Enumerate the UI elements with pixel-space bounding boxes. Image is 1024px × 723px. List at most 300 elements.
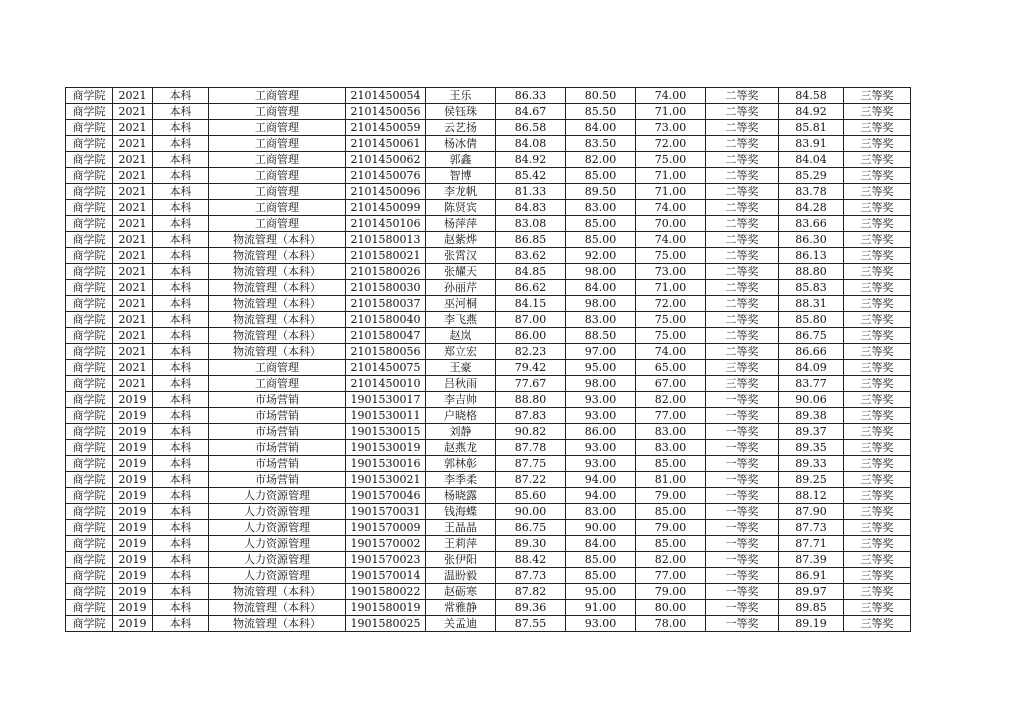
cell-name: 李龙帆	[426, 184, 496, 200]
cell-major: 工商管理	[209, 376, 346, 392]
cell-student-id: 1901570002	[346, 536, 426, 552]
cell-grade: 2021	[113, 168, 153, 184]
cell-level: 本科	[153, 232, 209, 248]
cell-score-1: 84.15	[496, 296, 566, 312]
cell-score-2: 98.00	[566, 296, 636, 312]
cell-award-2: 三等奖	[844, 120, 911, 136]
cell-name: 钱海蝶	[426, 504, 496, 520]
cell-level: 本科	[153, 88, 209, 104]
cell-score-2: 83.00	[566, 504, 636, 520]
cell-college: 商学院	[66, 280, 113, 296]
cell-score-2: 94.00	[566, 488, 636, 504]
cell-score-3: 71.00	[636, 104, 706, 120]
cell-level: 本科	[153, 360, 209, 376]
cell-student-id: 2101450062	[346, 152, 426, 168]
cell-total-score: 88.80	[779, 264, 844, 280]
cell-score-1: 85.60	[496, 488, 566, 504]
cell-student-id: 1901580025	[346, 616, 426, 632]
cell-award-1: 二等奖	[706, 216, 779, 232]
cell-college: 商学院	[66, 520, 113, 536]
cell-score-1: 84.85	[496, 264, 566, 280]
cell-total-score: 87.90	[779, 504, 844, 520]
cell-award-2: 三等奖	[844, 552, 911, 568]
cell-award-1: 二等奖	[706, 328, 779, 344]
cell-name: 孙丽芹	[426, 280, 496, 296]
cell-score-1: 88.80	[496, 392, 566, 408]
cell-score-2: 93.00	[566, 616, 636, 632]
cell-level: 本科	[153, 104, 209, 120]
cell-award-1: 一等奖	[706, 488, 779, 504]
cell-score-2: 95.00	[566, 360, 636, 376]
cell-college: 商学院	[66, 136, 113, 152]
cell-student-id: 2101450056	[346, 104, 426, 120]
cell-grade: 2019	[113, 440, 153, 456]
cell-grade: 2019	[113, 392, 153, 408]
table-row	[66, 104, 911, 120]
cell-college: 商学院	[66, 216, 113, 232]
cell-grade: 2021	[113, 344, 153, 360]
cell-student-id: 1901530021	[346, 472, 426, 488]
cell-level: 本科	[153, 312, 209, 328]
cell-grade: 2021	[113, 88, 153, 104]
cell-name: 王晶晶	[426, 520, 496, 536]
table-row	[66, 376, 911, 392]
cell-score-2: 93.00	[566, 440, 636, 456]
cell-college: 商学院	[66, 184, 113, 200]
cell-grade: 2021	[113, 280, 153, 296]
cell-college: 商学院	[66, 552, 113, 568]
cell-score-3: 77.00	[636, 408, 706, 424]
cell-score-3: 71.00	[636, 184, 706, 200]
table-row	[66, 440, 911, 456]
cell-award-2: 三等奖	[844, 136, 911, 152]
cell-award-2: 三等奖	[844, 504, 911, 520]
cell-grade: 2021	[113, 232, 153, 248]
cell-score-3: 83.00	[636, 424, 706, 440]
table-row	[66, 616, 911, 632]
cell-student-id: 1901570046	[346, 488, 426, 504]
cell-award-2: 三等奖	[844, 280, 911, 296]
cell-score-3: 75.00	[636, 248, 706, 264]
cell-award-1: 二等奖	[706, 88, 779, 104]
cell-name: 赵砺寒	[426, 584, 496, 600]
cell-total-score: 86.13	[779, 248, 844, 264]
cell-name: 智博	[426, 168, 496, 184]
cell-major: 工商管理	[209, 168, 346, 184]
cell-score-1: 83.08	[496, 216, 566, 232]
cell-student-id: 1901530015	[346, 424, 426, 440]
cell-score-2: 84.00	[566, 120, 636, 136]
cell-award-2: 三等奖	[844, 344, 911, 360]
cell-score-3: 75.00	[636, 328, 706, 344]
cell-total-score: 83.91	[779, 136, 844, 152]
cell-level: 本科	[153, 168, 209, 184]
table-row	[66, 568, 911, 584]
cell-score-2: 92.00	[566, 248, 636, 264]
cell-score-2: 86.00	[566, 424, 636, 440]
cell-score-3: 80.00	[636, 600, 706, 616]
cell-total-score: 88.31	[779, 296, 844, 312]
cell-score-1: 86.62	[496, 280, 566, 296]
cell-score-2: 85.00	[566, 216, 636, 232]
cell-student-id: 2101450061	[346, 136, 426, 152]
cell-award-2: 三等奖	[844, 600, 911, 616]
cell-grade: 2019	[113, 424, 153, 440]
cell-score-3: 77.00	[636, 568, 706, 584]
cell-award-1: 三等奖	[706, 360, 779, 376]
cell-level: 本科	[153, 408, 209, 424]
cell-score-3: 65.00	[636, 360, 706, 376]
table-row	[66, 264, 911, 280]
cell-student-id: 2101450010	[346, 376, 426, 392]
cell-grade: 2019	[113, 616, 153, 632]
cell-award-1: 二等奖	[706, 200, 779, 216]
cell-student-id: 1901570023	[346, 552, 426, 568]
cell-award-2: 三等奖	[844, 88, 911, 104]
cell-student-id: 2101580056	[346, 344, 426, 360]
cell-college: 商学院	[66, 568, 113, 584]
cell-total-score: 84.28	[779, 200, 844, 216]
table-row	[66, 472, 911, 488]
cell-major: 物流管理（本科）	[209, 232, 346, 248]
cell-major: 物流管理（本科）	[209, 312, 346, 328]
cell-name: 陈贤宾	[426, 200, 496, 216]
cell-name: 侯钰珠	[426, 104, 496, 120]
cell-award-2: 三等奖	[844, 456, 911, 472]
cell-student-id: 1901530016	[346, 456, 426, 472]
cell-score-2: 85.00	[566, 168, 636, 184]
cell-level: 本科	[153, 552, 209, 568]
cell-college: 商学院	[66, 264, 113, 280]
cell-level: 本科	[153, 424, 209, 440]
cell-score-1: 84.67	[496, 104, 566, 120]
cell-score-1: 86.75	[496, 520, 566, 536]
cell-college: 商学院	[66, 408, 113, 424]
cell-score-3: 75.00	[636, 312, 706, 328]
cell-level: 本科	[153, 536, 209, 552]
cell-award-1: 一等奖	[706, 472, 779, 488]
cell-award-1: 二等奖	[706, 120, 779, 136]
cell-award-1: 一等奖	[706, 584, 779, 600]
cell-score-2: 84.00	[566, 536, 636, 552]
cell-score-1: 77.67	[496, 376, 566, 392]
cell-major: 物流管理（本科）	[209, 328, 346, 344]
cell-level: 本科	[153, 568, 209, 584]
cell-major: 工商管理	[209, 200, 346, 216]
cell-student-id: 2101450099	[346, 200, 426, 216]
table-row	[66, 248, 911, 264]
cell-college: 商学院	[66, 360, 113, 376]
cell-score-2: 85.00	[566, 568, 636, 584]
cell-score-3: 82.00	[636, 392, 706, 408]
cell-award-2: 三等奖	[844, 152, 911, 168]
cell-major: 人力资源管理	[209, 552, 346, 568]
cell-name: 杨冰倩	[426, 136, 496, 152]
cell-score-3: 81.00	[636, 472, 706, 488]
cell-score-3: 85.00	[636, 456, 706, 472]
cell-college: 商学院	[66, 248, 113, 264]
cell-score-1: 87.73	[496, 568, 566, 584]
cell-grade: 2019	[113, 584, 153, 600]
cell-name: 李飞燕	[426, 312, 496, 328]
cell-score-3: 74.00	[636, 200, 706, 216]
cell-college: 商学院	[66, 104, 113, 120]
cell-grade: 2019	[113, 472, 153, 488]
cell-level: 本科	[153, 136, 209, 152]
scholarship-table	[65, 87, 911, 632]
cell-level: 本科	[153, 520, 209, 536]
table-row	[66, 152, 911, 168]
cell-score-1: 86.00	[496, 328, 566, 344]
cell-student-id: 2101450075	[346, 360, 426, 376]
cell-major: 市场营销	[209, 424, 346, 440]
cell-level: 本科	[153, 440, 209, 456]
cell-score-1: 87.75	[496, 456, 566, 472]
cell-total-score: 83.66	[779, 216, 844, 232]
cell-student-id: 2101450059	[346, 120, 426, 136]
cell-major: 人力资源管理	[209, 488, 346, 504]
cell-major: 市场营销	[209, 408, 346, 424]
cell-college: 商学院	[66, 328, 113, 344]
cell-major: 市场营销	[209, 472, 346, 488]
cell-score-3: 72.00	[636, 136, 706, 152]
cell-award-1: 二等奖	[706, 136, 779, 152]
cell-name: 赵紫烨	[426, 232, 496, 248]
cell-level: 本科	[153, 152, 209, 168]
cell-student-id: 1901580019	[346, 600, 426, 616]
cell-award-2: 三等奖	[844, 232, 911, 248]
cell-score-3: 78.00	[636, 616, 706, 632]
cell-score-1: 86.58	[496, 120, 566, 136]
table-row	[66, 216, 911, 232]
cell-score-1: 88.42	[496, 552, 566, 568]
cell-score-2: 84.00	[566, 280, 636, 296]
cell-level: 本科	[153, 616, 209, 632]
cell-total-score: 87.73	[779, 520, 844, 536]
cell-major: 市场营销	[209, 392, 346, 408]
cell-grade: 2019	[113, 568, 153, 584]
cell-score-3: 73.00	[636, 120, 706, 136]
cell-award-2: 三等奖	[844, 536, 911, 552]
cell-total-score: 89.38	[779, 408, 844, 424]
cell-student-id: 1901530019	[346, 440, 426, 456]
cell-grade: 2021	[113, 152, 153, 168]
cell-college: 商学院	[66, 456, 113, 472]
table-row	[66, 456, 911, 472]
cell-major: 工商管理	[209, 184, 346, 200]
table-row	[66, 424, 911, 440]
cell-award-2: 三等奖	[844, 168, 911, 184]
table-row	[66, 552, 911, 568]
cell-score-2: 98.00	[566, 376, 636, 392]
cell-level: 本科	[153, 472, 209, 488]
cell-award-2: 三等奖	[844, 616, 911, 632]
cell-name: 王乐	[426, 88, 496, 104]
table-row	[66, 328, 911, 344]
cell-award-2: 三等奖	[844, 424, 911, 440]
cell-award-2: 三等奖	[844, 440, 911, 456]
cell-major: 市场营销	[209, 456, 346, 472]
cell-award-1: 三等奖	[706, 376, 779, 392]
cell-score-3: 74.00	[636, 88, 706, 104]
cell-student-id: 1901530011	[346, 408, 426, 424]
cell-total-score: 85.81	[779, 120, 844, 136]
cell-score-3: 74.00	[636, 344, 706, 360]
cell-level: 本科	[153, 296, 209, 312]
cell-student-id: 2101450096	[346, 184, 426, 200]
table-row	[66, 296, 911, 312]
cell-award-1: 一等奖	[706, 600, 779, 616]
cell-college: 商学院	[66, 584, 113, 600]
cell-award-2: 三等奖	[844, 376, 911, 392]
cell-level: 本科	[153, 456, 209, 472]
table-row	[66, 488, 911, 504]
cell-score-1: 89.30	[496, 536, 566, 552]
cell-name: 杨晓露	[426, 488, 496, 504]
cell-name: 赵燕龙	[426, 440, 496, 456]
cell-college: 商学院	[66, 152, 113, 168]
cell-college: 商学院	[66, 344, 113, 360]
cell-grade: 2021	[113, 360, 153, 376]
cell-level: 本科	[153, 184, 209, 200]
cell-name: 赵岚	[426, 328, 496, 344]
cell-student-id: 2101580026	[346, 264, 426, 280]
cell-score-3: 74.00	[636, 232, 706, 248]
cell-major: 物流管理（本科）	[209, 600, 346, 616]
cell-name: 张霄汉	[426, 248, 496, 264]
cell-score-3: 71.00	[636, 168, 706, 184]
cell-level: 本科	[153, 248, 209, 264]
cell-major: 工商管理	[209, 136, 346, 152]
table-row	[66, 408, 911, 424]
cell-major: 工商管理	[209, 104, 346, 120]
cell-score-1: 84.92	[496, 152, 566, 168]
cell-grade: 2021	[113, 376, 153, 392]
cell-major: 物流管理（本科）	[209, 344, 346, 360]
cell-award-2: 三等奖	[844, 584, 911, 600]
table-row	[66, 504, 911, 520]
cell-score-1: 85.42	[496, 168, 566, 184]
cell-award-1: 一等奖	[706, 504, 779, 520]
cell-college: 商学院	[66, 200, 113, 216]
cell-award-2: 三等奖	[844, 104, 911, 120]
cell-grade: 2021	[113, 248, 153, 264]
cell-college: 商学院	[66, 600, 113, 616]
cell-total-score: 87.71	[779, 536, 844, 552]
cell-name: 杨萍萍	[426, 216, 496, 232]
cell-student-id: 2101450106	[346, 216, 426, 232]
cell-name: 巫河桐	[426, 296, 496, 312]
cell-level: 本科	[153, 392, 209, 408]
cell-score-1: 83.62	[496, 248, 566, 264]
cell-score-3: 75.00	[636, 152, 706, 168]
cell-award-1: 一等奖	[706, 552, 779, 568]
cell-score-3: 83.00	[636, 440, 706, 456]
cell-score-1: 84.08	[496, 136, 566, 152]
cell-grade: 2021	[113, 264, 153, 280]
table-row	[66, 392, 911, 408]
cell-grade: 2019	[113, 456, 153, 472]
cell-score-3: 79.00	[636, 488, 706, 504]
cell-name: 李吉帅	[426, 392, 496, 408]
cell-major: 人力资源管理	[209, 536, 346, 552]
cell-award-1: 二等奖	[706, 248, 779, 264]
cell-grade: 2021	[113, 296, 153, 312]
cell-name: 郑立宏	[426, 344, 496, 360]
cell-award-1: 二等奖	[706, 264, 779, 280]
cell-grade: 2019	[113, 520, 153, 536]
table-row	[66, 120, 911, 136]
cell-student-id: 1901570031	[346, 504, 426, 520]
cell-score-2: 83.50	[566, 136, 636, 152]
cell-award-1: 一等奖	[706, 616, 779, 632]
cell-award-2: 三等奖	[844, 328, 911, 344]
cell-level: 本科	[153, 120, 209, 136]
cell-name: 刘静	[426, 424, 496, 440]
table-row	[66, 168, 911, 184]
cell-student-id: 2101450054	[346, 88, 426, 104]
cell-total-score: 84.09	[779, 360, 844, 376]
cell-total-score: 85.83	[779, 280, 844, 296]
cell-college: 商学院	[66, 472, 113, 488]
cell-award-1: 一等奖	[706, 440, 779, 456]
cell-total-score: 89.35	[779, 440, 844, 456]
cell-grade: 2021	[113, 184, 153, 200]
table-row	[66, 184, 911, 200]
cell-major: 工商管理	[209, 152, 346, 168]
cell-award-1: 一等奖	[706, 408, 779, 424]
cell-score-3: 79.00	[636, 520, 706, 536]
cell-level: 本科	[153, 264, 209, 280]
cell-score-2: 91.00	[566, 600, 636, 616]
cell-college: 商学院	[66, 536, 113, 552]
cell-score-2: 83.00	[566, 312, 636, 328]
cell-score-3: 85.00	[636, 504, 706, 520]
cell-score-1: 87.82	[496, 584, 566, 600]
cell-grade: 2021	[113, 216, 153, 232]
table-row	[66, 600, 911, 616]
cell-student-id: 2101580037	[346, 296, 426, 312]
cell-grade: 2021	[113, 104, 153, 120]
cell-total-score: 84.04	[779, 152, 844, 168]
cell-total-score: 86.75	[779, 328, 844, 344]
cell-score-3: 73.00	[636, 264, 706, 280]
cell-score-2: 95.00	[566, 584, 636, 600]
cell-score-1: 79.42	[496, 360, 566, 376]
cell-award-1: 二等奖	[706, 184, 779, 200]
cell-total-score: 86.30	[779, 232, 844, 248]
cell-total-score: 83.77	[779, 376, 844, 392]
cell-student-id: 1901570009	[346, 520, 426, 536]
cell-name: 常雅静	[426, 600, 496, 616]
cell-college: 商学院	[66, 120, 113, 136]
cell-score-2: 85.00	[566, 552, 636, 568]
cell-student-id: 2101580021	[346, 248, 426, 264]
cell-score-3: 71.00	[636, 280, 706, 296]
cell-grade: 2019	[113, 408, 153, 424]
cell-score-3: 85.00	[636, 536, 706, 552]
cell-level: 本科	[153, 600, 209, 616]
cell-student-id: 2101580013	[346, 232, 426, 248]
cell-total-score: 89.97	[779, 584, 844, 600]
cell-award-2: 三等奖	[844, 360, 911, 376]
cell-grade: 2019	[113, 536, 153, 552]
cell-major: 物流管理（本科）	[209, 264, 346, 280]
cell-name: 户晓格	[426, 408, 496, 424]
cell-grade: 2021	[113, 200, 153, 216]
cell-award-1: 一等奖	[706, 456, 779, 472]
cell-total-score: 89.33	[779, 456, 844, 472]
